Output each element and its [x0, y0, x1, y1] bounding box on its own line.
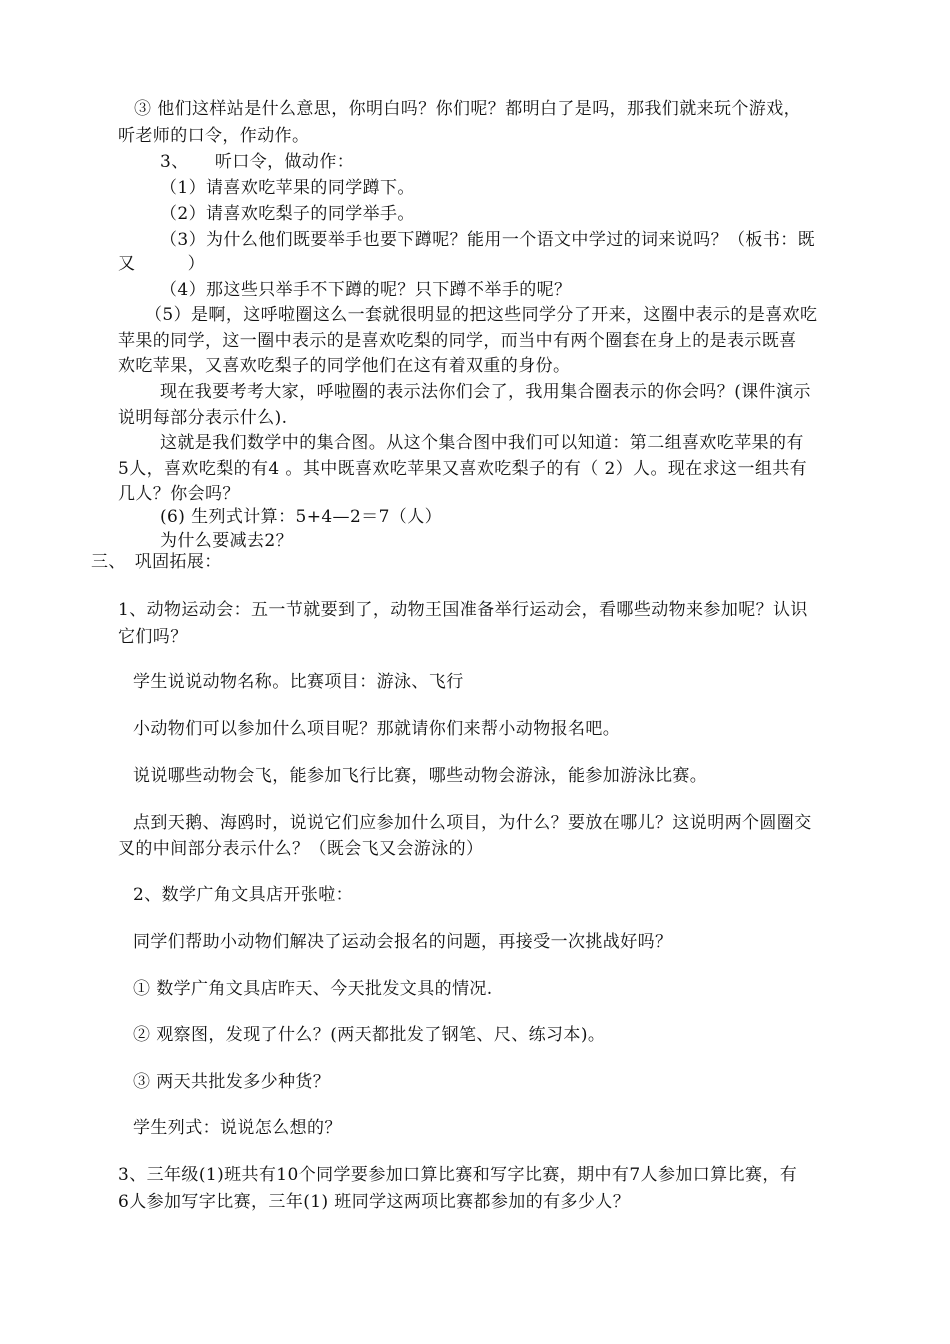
text-line: 同学们帮助小动物们解决了运动会报名的问题，再接受一次挑战好吗？	[133, 932, 673, 952]
text-line: （3）为什么他们既要举手也要下蹲呢？能用一个语文中学过的词来说吗？（板书：既	[160, 230, 816, 250]
text-line: ③ 两天共批发多少种货？	[133, 1072, 331, 1092]
text-line: 6人参加写字比赛，三年(1) 班同学这两项比赛都参加的有多少人？	[118, 1192, 631, 1212]
text-line: 这就是我们数学中的集合图。从这个集合图中我们可以知道：第二组喜欢吃苹果的有	[160, 433, 804, 453]
text-line: ② 观察图，发现了什么？(两天都批发了钢笔、尺、练习本)。	[133, 1025, 606, 1045]
text-line: 小动物们可以参加什么项目呢？那就请你们来帮小动物报名吧。	[133, 719, 621, 739]
text-line: （4）那这些只举手不下蹲的呢？只下蹲不举手的呢？	[160, 280, 572, 300]
text-line: 说说哪些动物会飞，能参加飞行比赛，哪些动物会游泳，能参加游泳比赛。	[133, 766, 708, 786]
text-line: ③ 他们这样站是什么意思，你明白吗？你们呢？都明白了是吗，那我们就来玩个游戏，	[134, 99, 802, 119]
text-line: 学生说说动物名称。比赛项目：游泳、飞行	[133, 672, 464, 692]
text-line: 3、三年级(1)班共有10个同学要参加口算比赛和写字比赛，期中有7人参加口算比赛，有	[118, 1165, 798, 1185]
text-line: 1、动物运动会：五一节就要到了，动物王国准备举行运动会，看哪些动物来参加呢？认识	[118, 600, 808, 620]
text-line: 学生列式：说说怎么想的？	[133, 1118, 342, 1138]
text-line: ① 数学广角文具店昨天、今天批发文具的情况.	[133, 979, 493, 999]
text-line: （1）请喜欢吃苹果的同学蹲下。	[160, 178, 415, 198]
text-line: 叉的中间部分表示什么？（既会飞又会游泳的）	[118, 839, 484, 859]
text-line: 5人，喜欢吃梨的有4 。其中既喜欢吃苹果又喜欢吃梨子的有（ 2）人。现在求这一组共有	[118, 459, 808, 479]
text-line: 说明每部分表示什么).	[118, 408, 288, 428]
text-line: 为什么要减去2？	[160, 531, 294, 551]
text-line: 它们吗？	[118, 627, 188, 647]
text-line: 又 ）	[118, 254, 205, 274]
text-line: 2、数学广角文具店开张啦：	[133, 885, 354, 905]
text-line: (6) 生列式计算：5+4—2＝7（人）	[160, 507, 442, 527]
section-heading: 三、 巩固拓展：	[91, 552, 222, 572]
text-line: （2）请喜欢吃梨子的同学举手。	[160, 204, 415, 224]
text-line: 苹果的同学，这一圈中表示的是喜欢吃梨的同学，而当中有两个圈套在身上的是表示既喜	[118, 331, 797, 351]
text-line: （5）是啊，这呼啦圈这么一套就很明显的把这些同学分了开来，这圈中表示的是喜欢吃	[145, 305, 818, 325]
text-line: 听老师的口令，作动作。	[118, 126, 310, 146]
text-line: 欢吃苹果，又喜欢吃梨子的同学他们在这有着双重的身份。	[118, 356, 571, 376]
text-line: 几人？你会吗？	[118, 484, 240, 504]
text-line: 点到天鹅、海鸥时，说说它们应参加什么项目，为什么？要放在哪儿？这说明两个圆圈交	[133, 813, 812, 833]
text-line: 现在我要考考大家，呼啦圈的表示法你们会了，我用集合圈表示的你会吗？(课件演示	[160, 382, 811, 402]
text-line: 3、 听口令，做动作：	[160, 152, 355, 172]
